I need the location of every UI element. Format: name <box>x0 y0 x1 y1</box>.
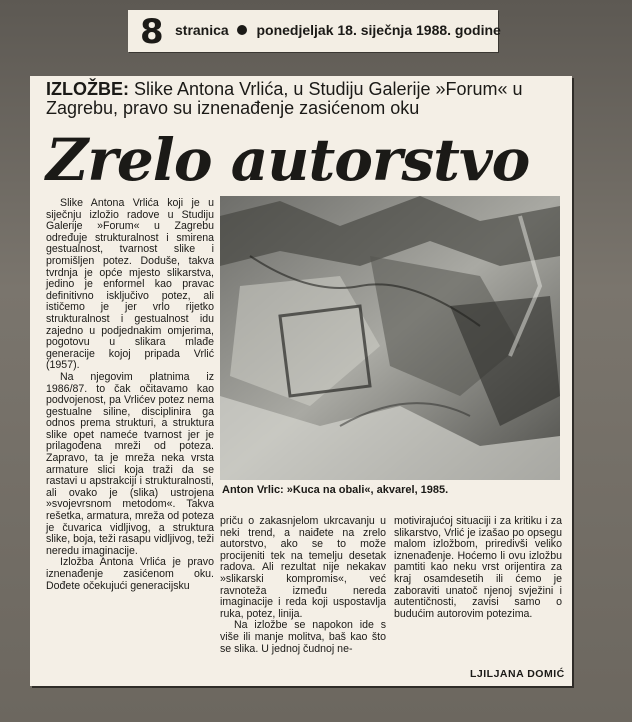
paragraph: Na izložbe se napokon ide s više ili manje molitva, baš kao što se slika. U jednoj čudnoj ne- <box>220 619 386 655</box>
article-headline: Zrelo autorstvo <box>46 126 530 194</box>
article-column-3 <box>394 516 562 620</box>
article-kicker <box>46 80 566 118</box>
paragraph: motivirajućoj situaciji i za kritiku i za slikarstvo, Vrlić je izašao po opsegu malom izložbom, priredivši veliko iznenađenje. Hoćemo li ovu izložbu pamtiti kao neku vrst orijentira za kraj osamdesetih ili ćemo je zaboraviti unatoč njenoj svježini i autentičnosti, zavisi samo o budućim autorovim potezima. <box>394 515 562 620</box>
paragraph: Na njegovim platnima iz 1986/87. to čak očitavamo kao podvojenost, pa Vrlićev potez nema gestualne siline, disciplinira ga odnos prema strukturi, a struktura slike opet nameće tvarnost jer je prilagođena mreži od poteza. Zapravo, ta je mreža neka vrsta armature slici koja traži da se rastavi u apstrakciji i strukturalnosti, ali ovako je (slika) ustrojena »svojevrsnom metodom«. Takva rešetka, armatura, mreža od poteza je čuvarica vidljivog, a struktura slike, boja, teži rasapu vidljivog, teži neredu imaginacije. <box>46 370 214 557</box>
header-stranica: stranica <box>175 22 229 38</box>
kicker-label: IZLOŽBE: <box>46 79 129 99</box>
paragraph: Slike Antona Vrlića koji je u siječnju izložio radove u Studiju Galerije »Forum« u Zagrebu određuje strukturalnost i smirena gestualnost, tvarnost slike i promišljen potez. Doduše, takva tvrdnja je opće mjesto slikarstva, jedino je enformel kao pravac definitivno isključivo potez, ali ističemo je jer vrlo rijetko strukturalnost i gestualnost idu zajedno u podjednakim omjerima, pogotovu u slikara mlađe generacije kojoj pripada Vrlić (1957). <box>46 197 214 372</box>
article-column-2 <box>220 516 386 655</box>
photo-caption: Anton Vrlic: »Kuca na obali«, akvarel, 1985. <box>222 484 449 496</box>
artwork-photo <box>220 196 560 480</box>
article-column-1 <box>46 198 214 592</box>
paragraph: priču o zakasnjelom ukrcavanju u neki trend, a naiđete na zrelo autorstvo, ako se to može procijeniti tek na temelju desetak radova. Ali rezultat nije nekakav »slikarski kompromis«, već ravnoteža između nereda imaginacije i reda koji uspostavlja ruka, potez, linija. <box>220 515 386 620</box>
article-author: LJILJANA DOMIĆ <box>470 668 565 680</box>
header-line <box>175 22 501 38</box>
painting-image <box>220 196 560 480</box>
page-header-clipping <box>128 10 501 52</box>
paragraph: Izložba Antona Vrlića je pravo iznenađenje zasićenom oku. Dođete očekujući generacijsku <box>46 556 214 592</box>
page-number: 8 <box>140 12 163 52</box>
header-date: ponedjeljak 18. siječnja 1988. godine <box>256 22 501 38</box>
bullet-dot-icon <box>237 25 247 35</box>
article-clipping <box>30 76 572 686</box>
kicker-text: Slike Antona Vrlića, u Studiju Galerije »Forum« u Zagrebu, pravo su iznenađenje zasićenom oku <box>46 79 523 118</box>
